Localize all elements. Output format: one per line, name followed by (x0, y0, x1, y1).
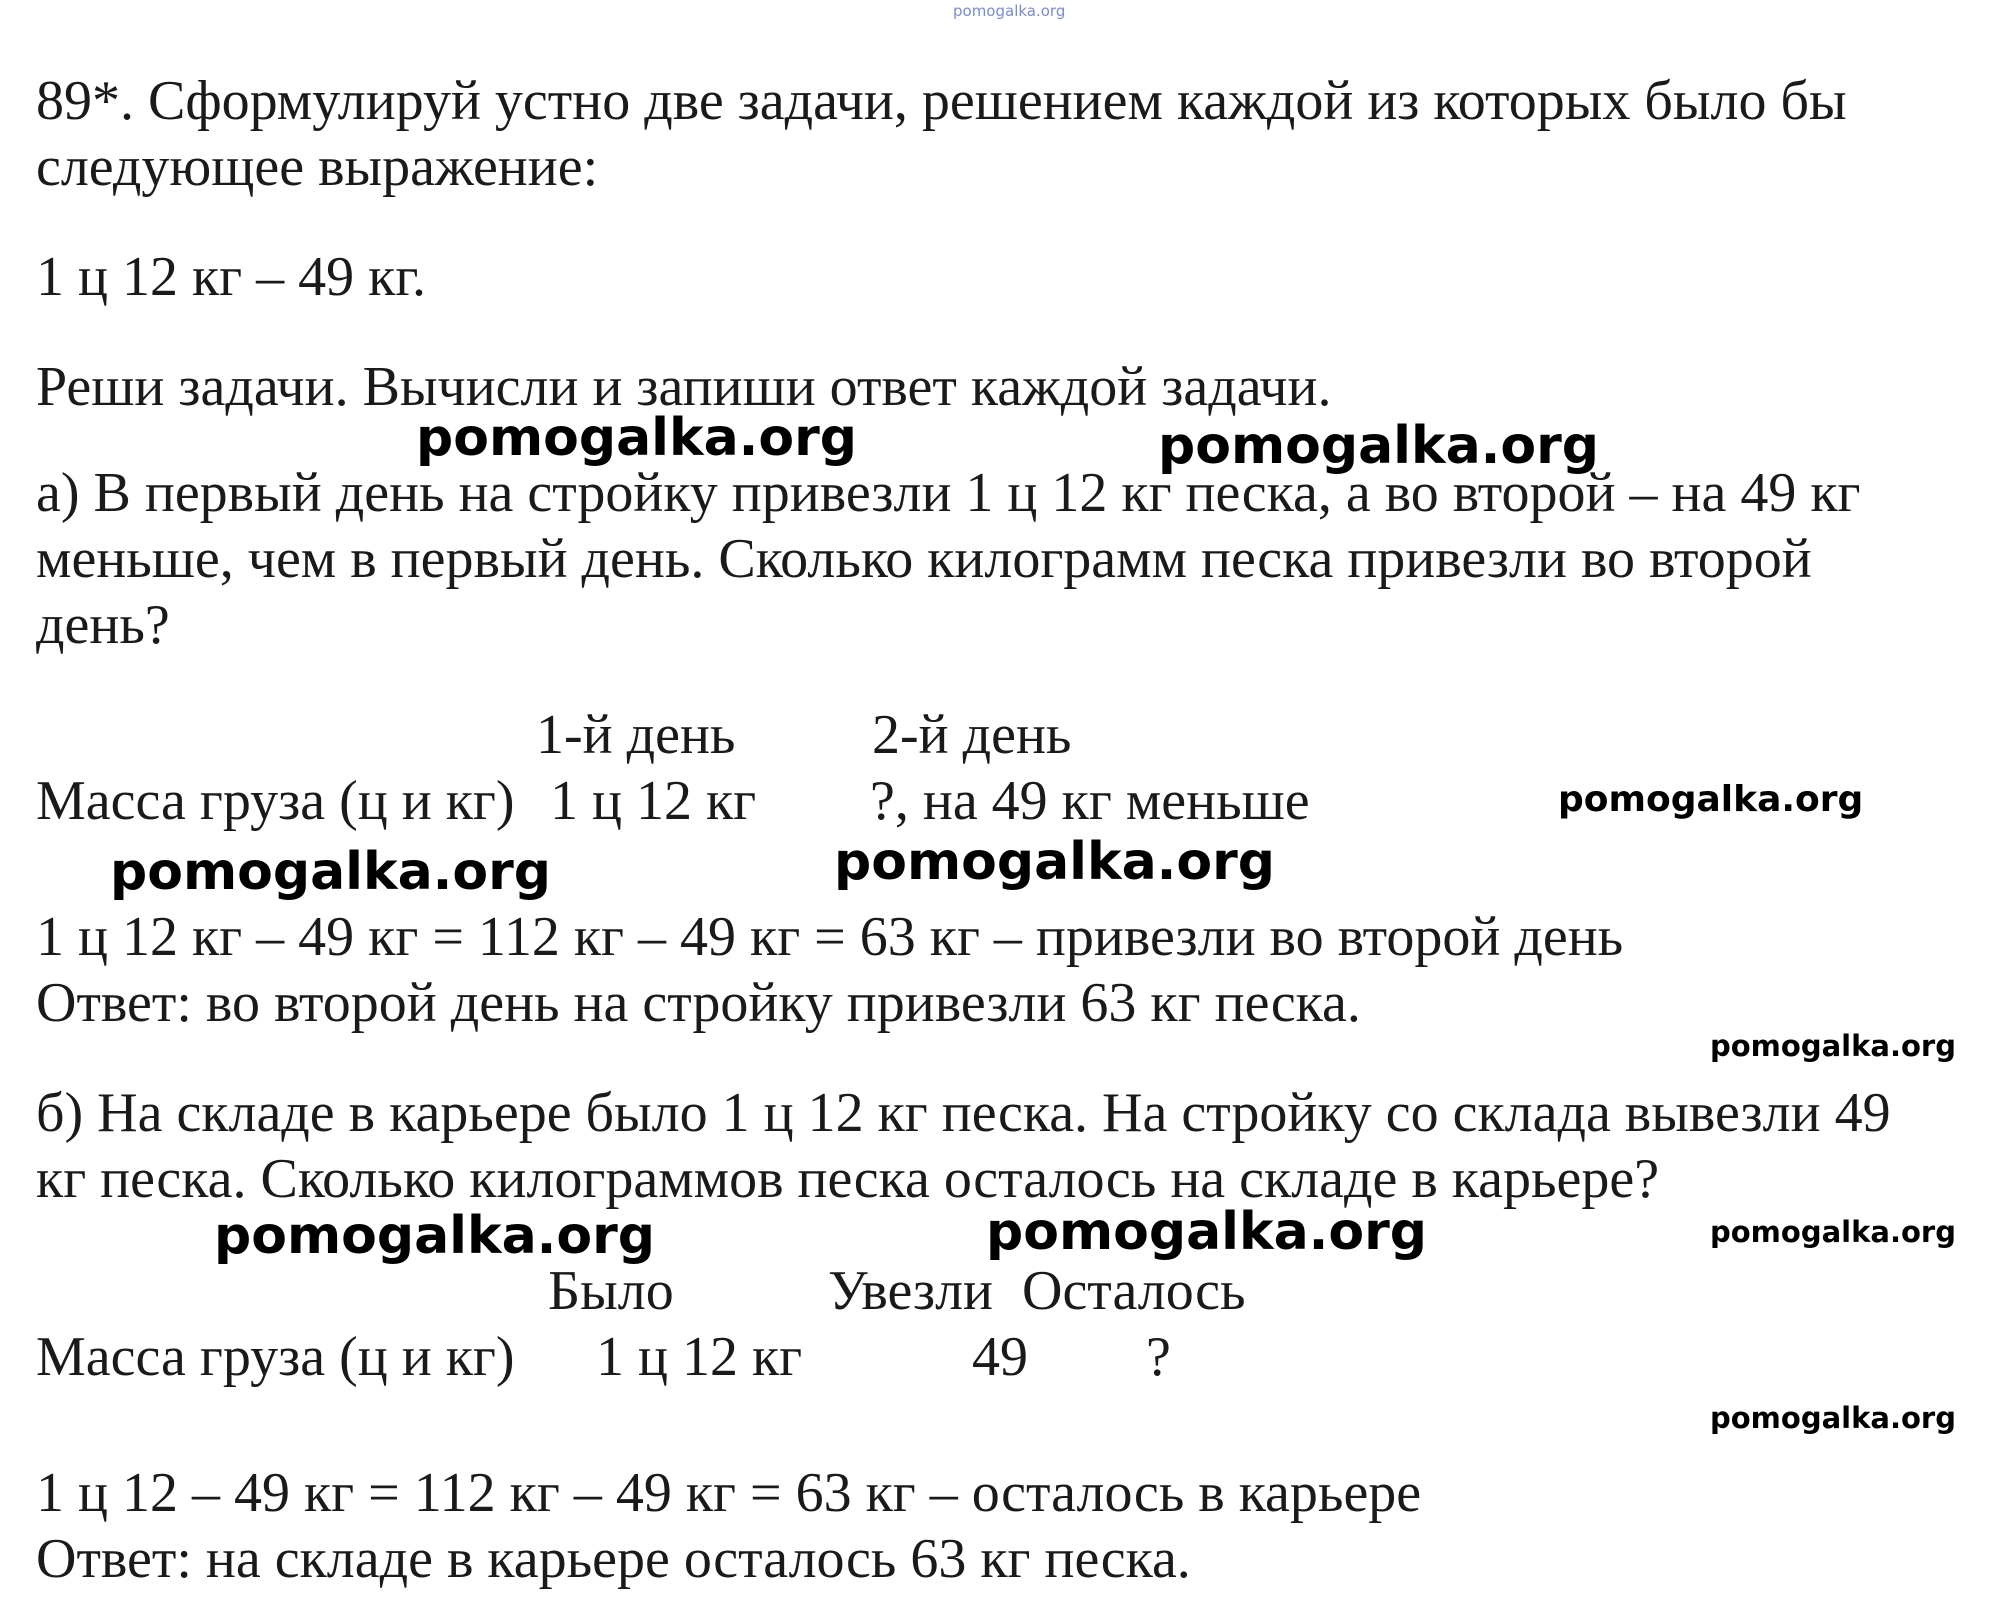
part-a-col2-header: 2-й день (872, 704, 1072, 766)
part-b-line1: б) На складе в карьере было 1 ц 12 кг песка. На стройку со склада вывезли 49 (36, 1082, 1891, 1144)
part-b-val3: ? (1146, 1326, 1171, 1388)
task-expression: 1 ц 12 кг – 49 кг. (36, 246, 427, 308)
part-a-val2: ?, на 49 кг меньше (870, 770, 1310, 832)
part-b-val1: 1 ц 12 кг (596, 1326, 803, 1388)
watermark: pomogalka.org (1710, 1029, 1956, 1063)
watermark: pomogalka.org (1558, 779, 1864, 820)
watermark: pomogalka.org (834, 832, 1276, 892)
part-a-col1-header: 1-й день (536, 704, 736, 766)
part-a-line2: меньше, чем в первый день. Сколько килограмм песка привезли во второй (36, 528, 1812, 590)
part-a-solution: 1 ц 12 кг – 49 кг = 112 кг – 49 кг = 63 кг – привезли во второй день (36, 906, 1624, 968)
part-b-answer: Ответ: на складе в карьере осталось 63 кг песка. (36, 1528, 1191, 1590)
part-a-line3: день? (36, 594, 170, 656)
task-header-line2: следующее выражение: (36, 136, 599, 198)
part-a-answer: Ответ: во второй день на стройку привезли 63 кг песка. (36, 972, 1361, 1034)
part-b-col1-header: Было (548, 1260, 674, 1322)
part-b-line2: кг песка. Сколько килограммов песка осталось на складе в карьере? (36, 1148, 1660, 1210)
task-header-line1: 89*. Сформулируй устно две задачи, решением каждой из которых было бы (36, 70, 1847, 132)
watermark: pomogalka.org (416, 408, 858, 468)
watermark: pomogalka.org (986, 1202, 1428, 1262)
part-b-val2: 49 (972, 1326, 1028, 1388)
task-instruction: Реши задачи. Вычисли и запиши ответ каждой задачи. (36, 356, 1332, 418)
part-a-line1: а) В первый день на стройку привезли 1 ц 12 кг песка, а во второй – на 49 кг (36, 462, 1861, 524)
part-a-val1: 1 ц 12 кг (550, 770, 757, 832)
watermark: pomogalka.org (1710, 1401, 1956, 1435)
part-b-col3-header: Осталось (1022, 1260, 1246, 1322)
part-b-col2-header: Увезли (828, 1260, 994, 1322)
watermark: pomogalka.org (214, 1206, 656, 1266)
part-a-row-label: Масса груза (ц и кг) (36, 770, 515, 832)
part-b-row-label: Масса груза (ц и кг) (36, 1326, 515, 1388)
watermark: pomogalka.org (1158, 416, 1600, 476)
watermark: pomogalka.org (1710, 1215, 1956, 1249)
part-b-solution: 1 ц 12 – 49 кг = 112 кг – 49 кг = 63 кг – осталось в карьере (36, 1462, 1422, 1524)
watermark-top: pomogalka.org (953, 2, 1066, 20)
watermark: pomogalka.org (110, 842, 552, 902)
